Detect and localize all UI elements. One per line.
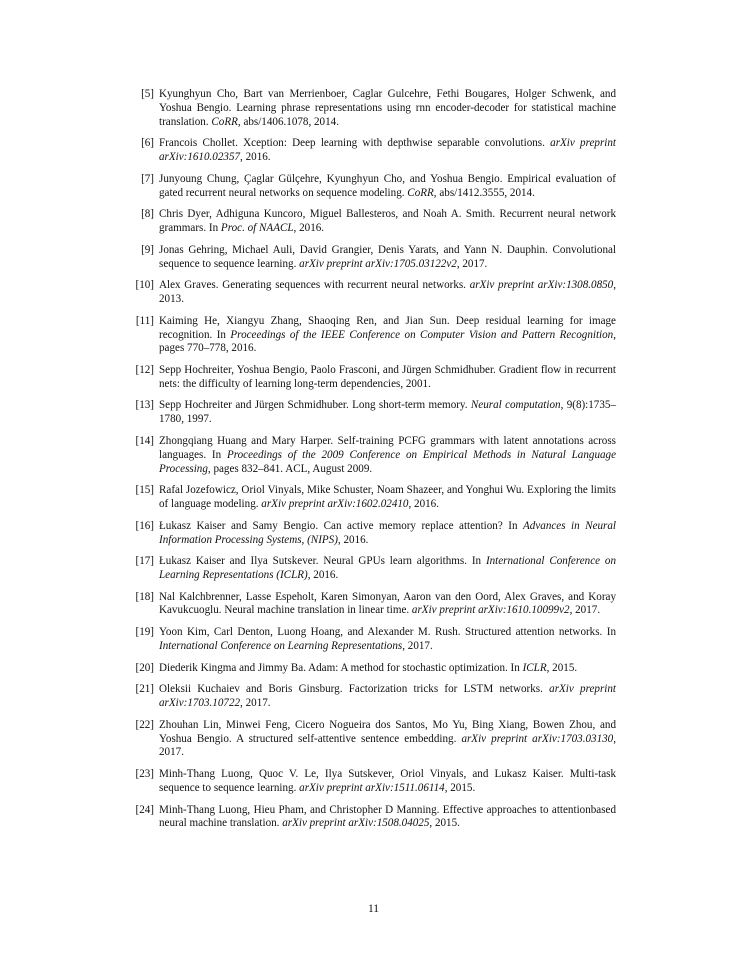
reference-text [159,137,616,165]
reference-item [130,364,616,392]
reference-number: [11] [135,314,154,327]
reference-segment: Zhongqiang Huang and Mary Harper. Self-training PCFG grammars with latent annotations across languages. In [159,434,616,461]
reference-text [159,435,616,476]
reference-number: [18] [135,590,154,603]
reference-item [130,768,616,796]
reference-number: [24] [135,803,154,816]
reference-number: [19] [135,626,154,639]
reference-text [159,804,616,832]
reference-number: [9] [141,243,154,256]
reference-venue: arXiv preprint arXiv:1705.03122v2 [299,257,457,270]
reference-text [159,364,616,392]
reference-segment: , 2017. [159,732,617,759]
reference-item [130,137,616,165]
reference-text [159,662,616,676]
reference-venue: arXiv preprint arXiv:1308.0850 [469,279,614,292]
reference-segment: , 2017. [456,257,488,270]
reference-segment: , 2017. [402,639,433,652]
reference-segment: , 9(8):1735–1780, 1997. [159,399,616,426]
reference-text [159,520,616,548]
reference-text [159,484,616,512]
reference-segment: , 2016. [293,222,325,235]
reference-segment: , 2016. [337,533,369,546]
reference-number: [5] [141,88,154,100]
reference-text [159,88,616,129]
reference-segment: , 2016. [307,569,339,581]
reference-item [130,719,616,760]
reference-text [159,591,616,619]
reference-venue: International Conference on Learning Representations [159,639,403,652]
reference-segment: Sepp Hochreiter, Yoshua Bengio, Paolo Frasconi, and Jürgen Schmidhuber. Gradient flow in recurrent nets: the difficulty of learning long-term dependencies, 2001. [159,363,616,390]
page-number: 11 [367,903,380,915]
reference-venue: arXiv preprint arXiv:1703.03130 [461,732,614,745]
reference-venue: Proceedings of the 2009 Conference on Empirical Methods in Natural Language Processing [159,448,617,475]
reference-item [130,484,616,512]
reference-segment: Sepp Hochreiter and Jürgen Schmidhuber. Long short-term memory. [159,399,471,412]
reference-number: [12] [135,363,154,376]
reference-segment: Minh-Thang Luong, Quoc V. Le, Ilya Sutskever, Oriol Vinyals, and Lukasz Kaiser. Multi-task sequence to sequence learning. [159,768,616,794]
reference-text [159,399,616,427]
reference-number: [10] [135,279,154,292]
reference-segment: , pages 832–841. ACL, August 2009. [207,462,373,475]
reference-venue: Proceedings of the IEEE Conference on Computer Vision and Pattern Recognition [230,328,614,341]
reference-segment: Zhouhan Lin, Minwei Feng, Cicero Nogueira dos Santos, Mo Yu, Bing Xiang, Bowen Zhou, and Yoshua Bengio. A structured self-attentive sentence embedding. [159,718,616,745]
reference-number: [8] [141,208,154,221]
reference-segment: , 2015. [546,661,578,674]
reference-number: [17] [135,555,154,568]
reference-venue: Proc. of NAACL [220,222,294,235]
reference-venue: arXiv preprint arXiv:1610.10099v2 [411,604,570,617]
reference-item [130,804,616,832]
reference-text [159,555,616,583]
reference-item [130,520,616,548]
reference-item [130,208,616,236]
reference-list [130,88,616,839]
reference-segment: Alex Graves. Generating sequences with recurrent neural networks. [159,279,470,292]
reference-item [130,626,616,654]
reference-number: [23] [135,768,154,781]
reference-segment: , 2013. [159,279,616,306]
reference-text [159,279,616,307]
reference-venue: CoRR [211,115,238,128]
reference-segment: Rafal Jozefowicz, Oriol Vinyals, Mike Schuster, Noam Shazeer, and Yonghui Wu. Exploring the limits of language modeling. [159,484,616,511]
reference-item [130,88,616,129]
reference-segment: , 2015. [444,781,476,794]
reference-number: [7] [141,172,154,185]
reference-number: [14] [135,434,154,447]
reference-item [130,173,616,201]
reference-number: [16] [135,519,154,532]
reference-segment: , abs/1406.1078, 2014. [237,115,339,128]
reference-segment: Yoon Kim, Carl Denton, Luong Hoang, and Alexander M. Rush. Structured attention networks. In [159,626,616,639]
reference-text [159,315,616,356]
reference-text [159,719,616,760]
reference-number: [6] [141,137,154,150]
reference-item [130,399,616,427]
reference-number: [20] [135,661,154,674]
reference-segment: , 2016. [408,498,439,511]
reference-segment: Oleksii Kuchaiev and Boris Ginsburg. Factorization tricks for LSTM networks. [159,683,550,696]
reference-text [159,626,616,654]
reference-item [130,315,616,356]
reference-venue: Neural computation [470,399,561,412]
reference-segment: Chris Dyer, Adhiguna Kuncoro, Miguel Ballesteros, and Noah A. Smith. Recurrent neural network grammars. In [159,208,616,235]
reference-venue: arXiv preprint arXiv:1610.02357 [159,137,616,164]
reference-segment: Kyunghyun Cho, Bart van Merrienboer, Caglar Gulcehre, Fethi Bougares, Holger Schwenk, and Yoshua Bengio. Learning phrase representations using rnn encoder-decoder for statistical machine translation. [159,88,616,128]
reference-segment: Łukasz Kaiser and Ilya Sutskever. Neural GPUs learn algorithms. In [159,555,486,568]
reference-segment: Nal Kalchbrenner, Lasse Espeholt, Karen Simonyan, Aaron van den Oord, Alex Graves, and Koray Kavukcuoglu. Neural machine translation in linear time. [159,590,616,617]
reference-segment: , 2017. [569,604,601,617]
reference-number: [21] [135,683,154,696]
reference-venue: arXiv preprint arXiv:1703.10722 [159,683,616,710]
reference-item [130,555,616,583]
reference-venue: Advances in Neural Information Processing Systems, (NIPS) [159,519,617,546]
reference-item [130,662,616,676]
reference-text [159,768,616,796]
reference-item [130,279,616,307]
reference-segment: Francois Chollet. Xception: Deep learning with depthwise separable convolutions. [159,137,551,150]
reference-segment: Minh-Thang Luong, Hieu Pham, and Christopher D Manning. Effective approaches to attentionbased neural machine translation. [159,803,616,830]
reference-venue: ICLR [522,661,547,674]
reference-text [159,244,616,272]
reference-number: [13] [135,399,154,412]
reference-number: [22] [135,718,154,731]
reference-segment: , 2017. [240,697,271,710]
reference-item [130,683,616,711]
reference-segment: , 2015. [429,817,460,830]
reference-segment: , 2016. [240,151,271,164]
reference-segment: Kaiming He, Xiangyu Zhang, Shaoqing Ren, and Jian Sun. Deep residual learning for image recognition. In [159,314,616,341]
reference-text [159,208,616,236]
reference-venue: arXiv preprint arXiv:1602.02410 [261,498,409,511]
reference-venue: CoRR [407,186,434,199]
reference-venue: arXiv preprint arXiv:1511.06114 [299,781,445,794]
reference-segment: , pages 770–778, 2016. [159,328,616,355]
reference-item [130,591,616,619]
reference-segment: Jonas Gehring, Michael Auli, David Grangier, Denis Yarats, and Yann N. Dauphin. Convolutional sequence to sequence learning. [159,243,616,270]
reference-segment: Łukasz Kaiser and Samy Bengio. Can active memory replace attention? In [159,519,524,532]
reference-text [159,683,616,711]
reference-text [159,173,616,201]
reference-segment: Diederik Kingma and Jimmy Ba. Adam: A method for stochastic optimization. In [159,661,523,674]
reference-venue: arXiv preprint arXiv:1508.04025 [282,817,430,830]
reference-number: [15] [135,484,154,497]
reference-segment: , abs/1412.3555, 2014. [433,186,535,199]
reference-venue: International Conference on Learning Representations (ICLR) [159,555,616,581]
reference-item [130,244,616,272]
reference-item [130,435,616,476]
reference-segment: Junyoung Chung, Çaglar Gülçehre, Kyunghyun Cho, and Yoshua Bengio. Empirical evaluation of gated recurrent neural networks on sequence modeling. [159,172,616,199]
